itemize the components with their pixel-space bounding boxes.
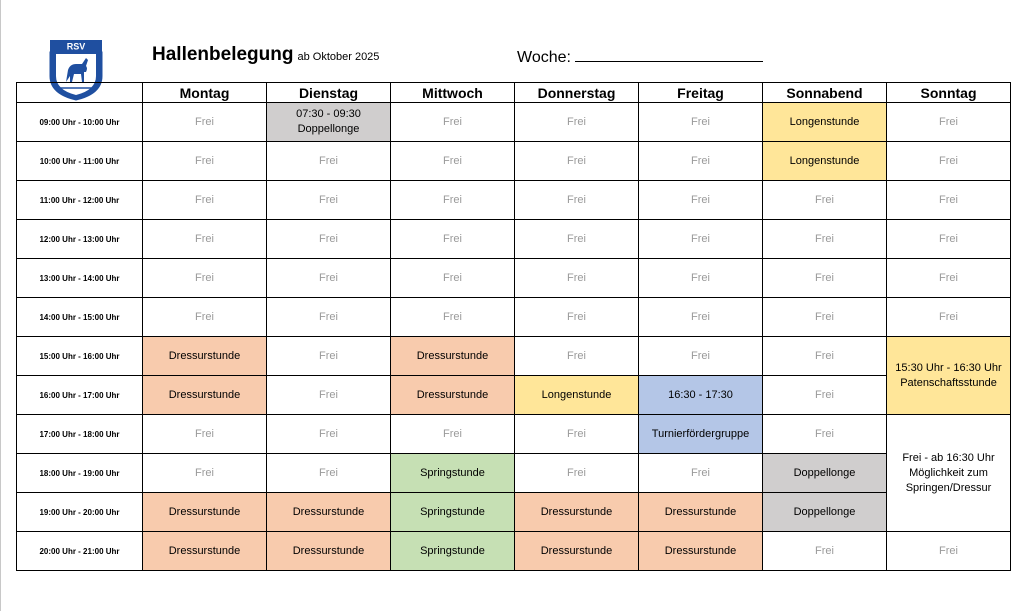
day-header: Donnerstag [515,83,639,103]
schedule-cell: Frei [763,532,887,571]
schedule-cell: Doppellonge [763,493,887,532]
schedule-table [16,82,1011,571]
schedule-cell: Frei [639,103,763,142]
schedule-cell: Frei [515,454,639,493]
schedule-cell: Frei [267,376,391,415]
schedule-cell: Longenstunde [763,142,887,181]
schedule-cell: Frei [267,181,391,220]
schedule-row [17,454,1011,493]
schedule-cell: Springstunde [391,454,515,493]
time-slot-label: 20:00 Uhr - 21:00 Uhr [17,532,143,571]
schedule-cell: Frei [887,298,1011,337]
schedule-cell: Frei [515,415,639,454]
schedule-row [17,298,1011,337]
schedule-cell: Frei [391,298,515,337]
week-blank-line [575,47,763,62]
schedule-cell: Frei [391,142,515,181]
schedule-cell: Longenstunde [763,103,887,142]
schedule-cell: Dressurstunde [143,337,267,376]
schedule-cell: Dressurstunde [515,532,639,571]
schedule-cell: Frei [143,298,267,337]
schedule-cell: Dressurstunde [143,532,267,571]
schedule-cell: Frei [391,259,515,298]
day-header: Sonnabend [763,83,887,103]
schedule-cell: Frei [515,103,639,142]
schedule-row [17,220,1011,259]
time-slot-label: 17:00 Uhr - 18:00 Uhr [17,415,143,454]
day-header: Dienstag [267,83,391,103]
schedule-cell: Frei [763,337,887,376]
day-header-row [17,83,1011,103]
schedule-cell: Frei [391,415,515,454]
schedule-cell: Frei [515,337,639,376]
time-slot-label: 18:00 Uhr - 19:00 Uhr [17,454,143,493]
time-slot-label: 10:00 Uhr - 11:00 Uhr [17,142,143,181]
page-edge [0,0,1,611]
schedule-cell: Frei [515,259,639,298]
time-slot-label: 11:00 Uhr - 12:00 Uhr [17,181,143,220]
schedule-cell: Frei [887,181,1011,220]
schedule-row [17,103,1011,142]
schedule-cell: Frei [143,103,267,142]
schedule-cell: Frei [639,337,763,376]
schedule-cell: Frei [267,259,391,298]
schedule-cell: Dressurstunde [267,493,391,532]
schedule-cell: Frei [391,181,515,220]
schedule-cell: Frei [887,259,1011,298]
day-header: Montag [143,83,267,103]
schedule-row [17,337,1011,376]
schedule-cell: Dressurstunde [639,493,763,532]
schedule-cell: Frei [267,415,391,454]
schedule-cell: Frei [267,337,391,376]
schedule-cell: Springstunde [391,493,515,532]
page-subtitle: ab Oktober 2025 [297,51,380,63]
schedule-cell: Turnierfördergruppe [639,415,763,454]
schedule-cell: Frei [887,103,1011,142]
schedule-cell: Frei [763,298,887,337]
schedule-cell: Frei [267,454,391,493]
schedule-row [17,259,1011,298]
time-slot-label: 19:00 Uhr - 20:00 Uhr [17,493,143,532]
schedule-cell: 07:30 - 09:30 Doppellonge [267,103,391,142]
schedule-cell: Frei [639,259,763,298]
day-header: Freitag [639,83,763,103]
schedule-cell: Frei [887,142,1011,181]
schedule-cell: Frei [763,259,887,298]
schedule-cell: 16:30 - 17:30 [639,376,763,415]
time-slot-label: 14:00 Uhr - 15:00 Uhr [17,298,143,337]
schedule-cell: Frei [391,103,515,142]
schedule-cell: Frei [887,532,1011,571]
schedule-cell: Frei [143,259,267,298]
schedule-cell: Springstunde [391,532,515,571]
schedule-cell: Frei [391,220,515,259]
schedule-cell: Frei [515,181,639,220]
schedule-cell: Frei [639,298,763,337]
schedule-cell: Frei [143,454,267,493]
schedule-row [17,181,1011,220]
schedule-cell: Dressurstunde [515,493,639,532]
schedule-cell: Dressurstunde [391,376,515,415]
day-header: Sonntag [887,83,1011,103]
schedule-cell: Frei [515,142,639,181]
schedule-cell: Frei [143,142,267,181]
schedule-cell: Longenstunde [515,376,639,415]
time-slot-label: 15:00 Uhr - 16:00 Uhr [17,337,143,376]
schedule-cell: Dressurstunde [639,532,763,571]
page-title: Hallenbelegung [152,44,294,65]
time-slot-label: 13:00 Uhr - 14:00 Uhr [17,259,143,298]
title-block [152,44,379,66]
week-label: Woche: [517,49,571,66]
schedule-row [17,415,1011,454]
schedule-row [17,142,1011,181]
svg-text:RSV: RSV [66,41,86,52]
time-slot-label: 09:00 Uhr - 10:00 Uhr [17,103,143,142]
schedule-cell: Frei [515,220,639,259]
day-header: Mittwoch [391,83,515,103]
schedule-row [17,376,1011,415]
schedule-cell: Doppellonge [763,454,887,493]
week-field [517,47,763,67]
schedule-cell: Frei [763,415,887,454]
schedule-cell: Frei [143,181,267,220]
schedule-cell: Frei [639,142,763,181]
time-slot-label: 16:00 Uhr - 17:00 Uhr [17,376,143,415]
schedule-row [17,493,1011,532]
schedule-cell: Frei [267,298,391,337]
schedule-cell: Frei [639,181,763,220]
schedule-cell: Frei [887,220,1011,259]
corner-cell [17,83,143,103]
schedule-cell: Frei [763,220,887,259]
schedule-cell: Frei [763,376,887,415]
schedule-cell: Dressurstunde [143,376,267,415]
schedule-cell: Frei [267,142,391,181]
schedule-cell: Frei [143,220,267,259]
schedule-cell: Frei [639,454,763,493]
schedule-cell: Frei [515,298,639,337]
time-slot-label: 12:00 Uhr - 13:00 Uhr [17,220,143,259]
schedule-cell: Dressurstunde [391,337,515,376]
schedule-cell: 15:30 Uhr - 16:30 Uhr Patenschaftsstunde [887,337,1011,415]
schedule-cell: Dressurstunde [143,493,267,532]
schedule-cell: Frei [763,181,887,220]
schedule-cell: Frei [639,220,763,259]
schedule-row [17,532,1011,571]
schedule-cell: Frei - ab 16:30 Uhr Möglichkeit zum Springen/Dressur [887,415,1011,532]
schedule-cell: Frei [143,415,267,454]
schedule-cell: Frei [267,220,391,259]
schedule-cell: Dressurstunde [267,532,391,571]
